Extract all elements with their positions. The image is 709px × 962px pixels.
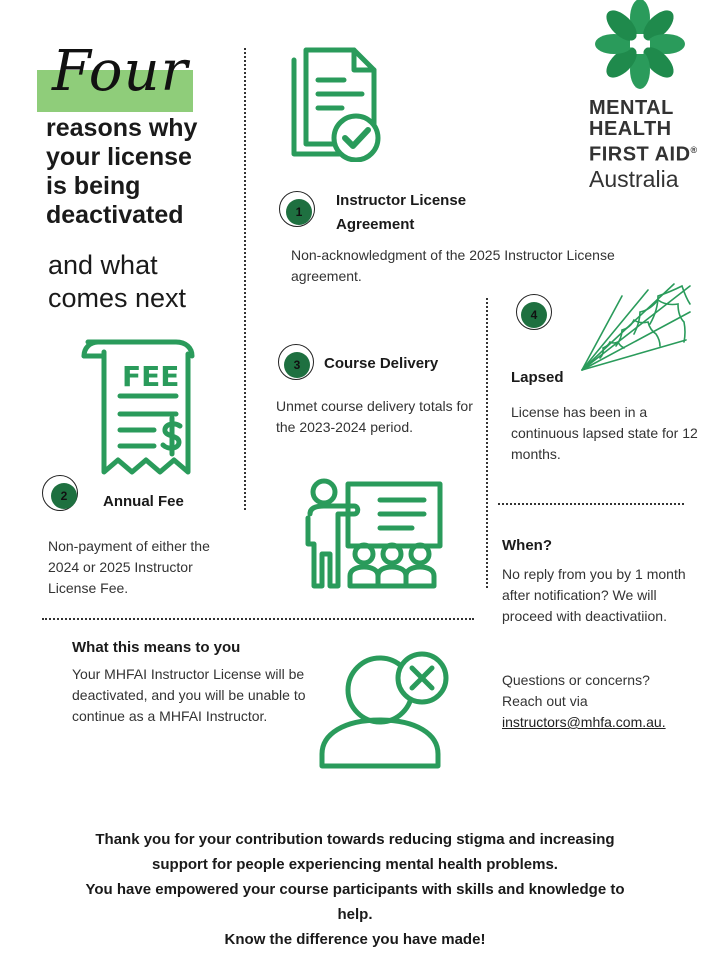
mhfa-flower-logo-icon <box>588 0 692 92</box>
divider-vertical-left <box>244 48 246 510</box>
divider-horizontal-when <box>498 503 684 505</box>
fee-receipt-icon <box>80 338 202 478</box>
footer-message <box>70 827 640 952</box>
footer-line: You have empowered your course participants with skills and knowledge to <box>85 881 625 898</box>
logo-line: MENTAL <box>589 97 674 119</box>
fee-label: FEE <box>122 360 180 393</box>
footer-line: Thank you for your contribution towards reducing stigma and increasing <box>95 831 615 848</box>
logo-line-australia: Australia <box>589 165 679 192</box>
footer-line: help. <box>337 906 373 923</box>
headline-line: is being <box>46 172 141 200</box>
headline-line: reasons why <box>46 114 198 142</box>
reason-2-title: Annual Fee <box>103 493 184 510</box>
subheadline <box>48 249 186 315</box>
presentation-icon <box>296 474 446 594</box>
spider-web-icon <box>578 282 694 374</box>
mhfa-logo-text <box>589 98 698 192</box>
reason-3-title: Course Delivery <box>324 355 439 372</box>
logo-line-first-aid: FIRST AID® <box>589 143 698 166</box>
document-check-icon <box>282 44 382 162</box>
divider-vertical-right <box>486 298 488 588</box>
reason-2-badge: 2 <box>51 483 77 509</box>
when-body: No reply from you by 1 month after notification? We will proceed with deactivatiion. <box>502 566 686 624</box>
logo-line: HEALTH <box>589 118 672 140</box>
person-remove-icon <box>316 646 460 770</box>
when-title: When? <box>502 537 552 554</box>
footer-line: support for people experiencing mental health problems. <box>152 856 558 873</box>
what-this-means-title: What this means to you <box>72 639 241 656</box>
reason-1-badge: 1 <box>286 199 312 225</box>
reason-3-badge: 3 <box>284 352 310 378</box>
headline-line: deactivated <box>46 201 184 229</box>
when-questions <box>502 670 692 733</box>
headline <box>46 114 197 230</box>
footer-line: Know the difference you have made! <box>224 931 486 948</box>
subheadline-line: comes next <box>48 283 187 313</box>
reason-4-title: Lapsed <box>511 369 564 386</box>
divider-horizontal-bottom <box>42 618 474 620</box>
headline-line: your license <box>46 143 192 171</box>
what-this-means-body: Your MHFAI Instructor License will be deactivated, and you will be unable to continue as a MHFAI Instructor. <box>72 666 306 724</box>
reason-1-title: Instructor License Agreement <box>336 192 467 233</box>
questions-text: Questions or concerns? Reach out via <box>502 672 650 709</box>
reason-4-badge: 4 <box>521 302 547 328</box>
reason-1-body: Non-acknowledgment of the 2025 Instructor License agreement. <box>291 247 615 284</box>
subheadline-line: and what <box>48 250 158 280</box>
reason-4-body: License has been in a continuous lapsed state for 12 months. <box>511 404 698 462</box>
reason-3-body: Unmet course delivery totals for the 2023-2024 period. <box>276 398 473 435</box>
four-heading: Four <box>52 39 189 104</box>
reason-2-body: Non-payment of either the 2024 or 2025 Instructor License Fee. <box>48 538 210 596</box>
contact-email-link[interactable]: instructors@mhfa.com.au. <box>502 714 666 730</box>
